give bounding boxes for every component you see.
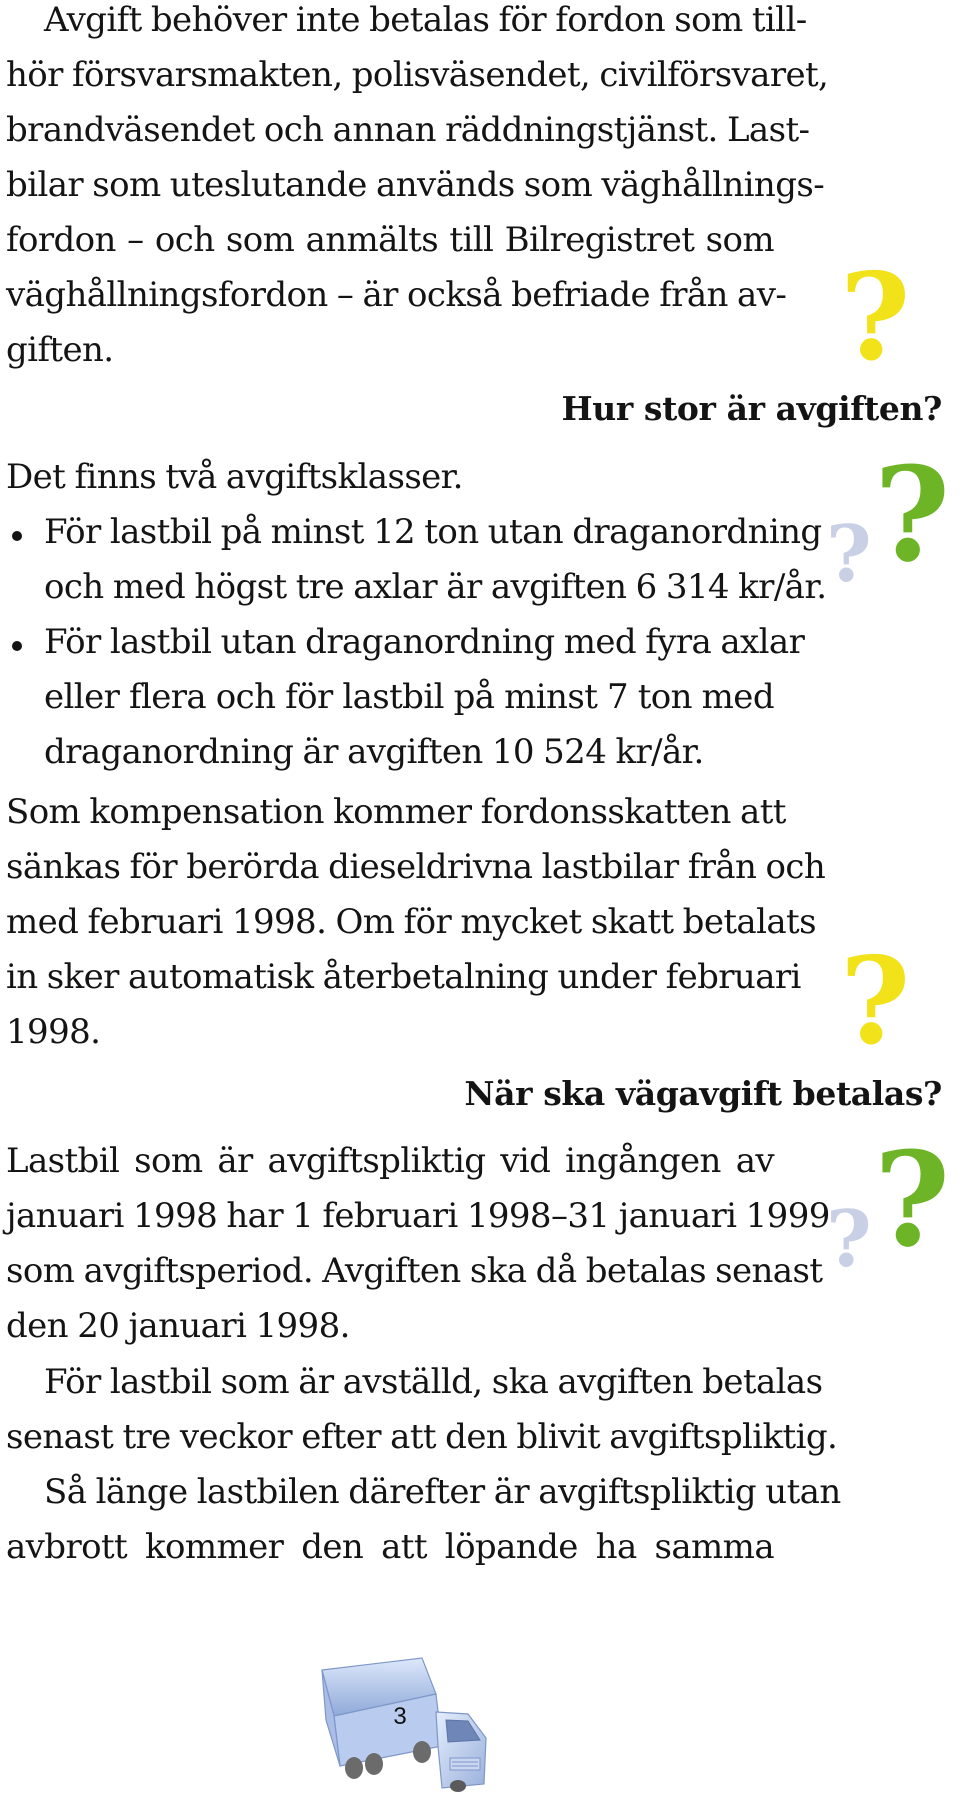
text-line: draganordning är avgiften 10 524 kr/år. <box>44 732 704 772</box>
text-line: För lastbil utan draganordning med fyra axlar <box>44 622 805 662</box>
text-line: januari 1998 har 1 februari 1998–31 januari 1999 <box>6 1196 830 1236</box>
question-glyph: ? <box>826 509 872 600</box>
text-line: giften. <box>6 330 114 370</box>
question-glyph: ? <box>840 247 911 388</box>
section-heading-payment-time: När ska vägavgift betalas? <box>464 1074 942 1113</box>
paragraph-exemptions <box>6 0 829 378</box>
question-glyph: ? <box>874 438 951 591</box>
text-line: senast tre veckor efter att den blivit avgiftspliktig. <box>6 1417 838 1457</box>
section-heading-fee-amount: Hur stor är avgiften? <box>561 389 942 428</box>
text-line: hör försvarsmakten, polisväsendet, civilförsvaret, <box>6 55 829 95</box>
text-line: som avgiftsperiod. Avgiften ska då betalas senast <box>6 1251 823 1291</box>
question-glyph: ? <box>826 1194 872 1285</box>
text-line: Avgift behöver inte betalas för fordon som till- <box>44 0 807 40</box>
text-line: Som kompensation kommer fordonsskatten att <box>6 792 786 832</box>
bullet-dot <box>12 531 22 541</box>
text-line: 1998. <box>6 1012 101 1052</box>
text-line: avbrott kommer den att löpande ha samma <box>6 1527 774 1567</box>
text-line: och med högst tre axlar är avgiften 6 314 kr/år. <box>44 567 827 607</box>
text-line: Så länge lastbilen därefter är avgiftspliktig utan <box>44 1472 841 1512</box>
text-line: Det finns två avgiftsklasser. <box>6 457 463 497</box>
question-glyph: ? <box>874 1123 951 1276</box>
fee-class-item <box>6 615 805 780</box>
fee-classes-section <box>6 450 827 780</box>
text-line: fordon – och som anmälts till Bilregistret som <box>6 220 774 260</box>
page-number: 3 <box>393 1703 407 1730</box>
question-glyph: ? <box>840 931 911 1072</box>
text-line: För lastbil som är avställd, ska avgiften betalas <box>44 1362 823 1402</box>
bullet-dot <box>12 641 22 651</box>
paragraph-compensation <box>6 785 826 1060</box>
text-line: in sker automatisk återbetalning under februari <box>6 957 801 997</box>
text-line: bilar som uteslutande används som väghållnings- <box>6 165 825 205</box>
text-line: För lastbil på minst 12 ton utan draganordning <box>44 512 822 552</box>
text-line: med februari 1998. Om för mycket skatt betalats <box>6 902 816 942</box>
text-line: eller flera och för lastbil på minst 7 ton med <box>44 677 774 717</box>
paragraph-deregistered <box>6 1355 838 1465</box>
text-line: den 20 januari 1998. <box>6 1306 350 1346</box>
text-line: sänkas för berörda dieseldrivna lastbilar från och <box>6 847 826 887</box>
text-line: väghållningsfordon – är också befriade från av- <box>6 275 787 315</box>
text-line: brandväsendet och annan räddningstjänst. Last- <box>6 110 810 150</box>
paragraph-continuous <box>6 1465 841 1575</box>
text-line: Lastbil som är avgiftspliktig vid ingången av <box>6 1141 774 1181</box>
fee-class-item <box>6 505 827 615</box>
paragraph-fee-period <box>6 1134 830 1354</box>
